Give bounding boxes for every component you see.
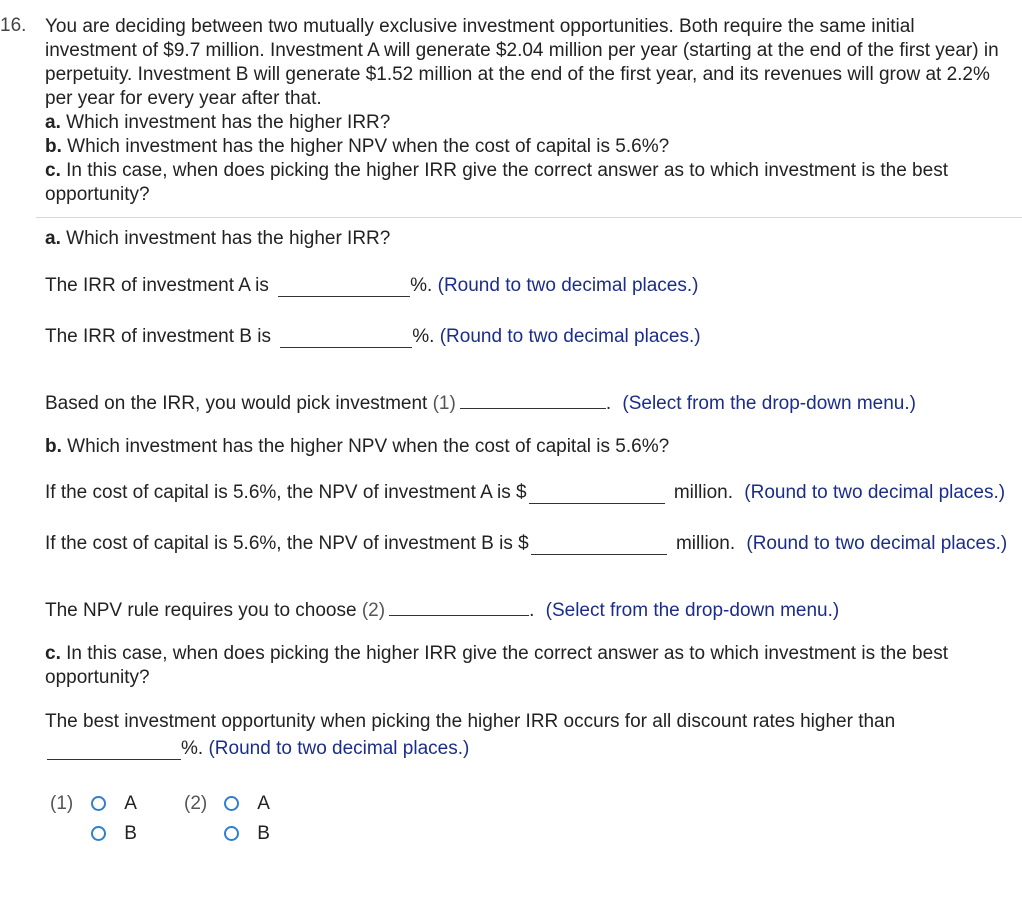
round-hint: (Round to two decimal places.) — [437, 275, 699, 296]
stem-line: investment of $9.7 million. Investment A will generate $2.04 million per year (starting at the end of the first year) in — [45, 40, 999, 61]
option-1a[interactable] — [91, 793, 137, 815]
million-suffix: million. — [675, 533, 736, 554]
percent-suffix: %. — [181, 738, 204, 759]
dropdown-hint: (Select from the drop-down menu.) — [622, 393, 916, 414]
stem-part-c — [45, 159, 1022, 183]
npv-rule-label: The NPV rule requires you to choose — [45, 600, 357, 621]
percent-suffix: %. — [410, 275, 433, 296]
npv-b-row — [45, 532, 1007, 556]
question-number: 16. — [0, 15, 27, 36]
irr-a-row — [45, 274, 698, 298]
radio-icon[interactable] — [91, 826, 106, 841]
round-hint: (Round to two decimal places.) — [208, 738, 470, 759]
part-label: b. — [45, 436, 62, 457]
part-text: Which investment has the higher IRR? — [60, 228, 391, 249]
irr-b-input[interactable] — [280, 331, 412, 348]
irr-a-input[interactable] — [278, 280, 410, 297]
option-1b[interactable] — [91, 823, 137, 845]
best-rate-row: The best investment opportunity when picking the higher IRR occurs for all discount rates higher than — [45, 711, 896, 732]
radio-icon[interactable] — [224, 796, 239, 811]
part-b-heading — [45, 435, 669, 459]
stem-line: You are deciding between two mutually exclusive investment opportunities. Both require the same initial — [45, 16, 915, 37]
npv-a-row — [45, 481, 1005, 505]
part-label: a. — [45, 112, 61, 133]
stem-line: per year for every year after that. — [45, 88, 322, 109]
part-text: In this case, when does picking the higher IRR give the correct answer as to which investment is the best — [60, 643, 948, 664]
stem-part-a — [45, 111, 1022, 135]
npv-b-label: If the cost of capital is 5.6%, the NPV of investment B is $ — [45, 533, 529, 554]
dropdown-1[interactable] — [460, 396, 606, 409]
part-text: Which investment has the higher NPV when the cost of capital is 5.6%? — [61, 436, 670, 457]
question-stem — [45, 15, 1022, 207]
part-a-heading — [45, 227, 390, 251]
dropdown-2[interactable] — [389, 603, 529, 616]
dropdown-hint: (Select from the drop-down menu.) — [545, 600, 840, 621]
pick-irr-label: Based on the IRR, you would pick investment — [45, 393, 428, 414]
part-label: c. — [45, 160, 61, 181]
part-c-heading — [45, 642, 948, 666]
round-hint: (Round to two decimal places.) — [746, 533, 1008, 554]
dropdown-number: (2) — [361, 600, 386, 621]
pick-irr-row: Based on the IRR, you would pick investment (1) . (Select from the drop-down menu.) — [45, 393, 916, 414]
million-suffix: million. — [673, 482, 733, 503]
part-text: Which investment has the higher IRR? — [60, 112, 391, 133]
part-text: Which investment has the higher NPV when the cost of capital is 5.6%? — [61, 136, 670, 157]
radio-icon[interactable] — [91, 796, 106, 811]
irr-a-label: The IRR of investment A is — [45, 275, 269, 296]
option-text: B — [124, 823, 137, 844]
option-text: A — [257, 793, 270, 814]
radio-icon[interactable] — [224, 826, 239, 841]
irr-b-row — [45, 325, 701, 349]
percent-suffix: %. — [412, 326, 435, 347]
stem-line: perpetuity. Investment B will generate $1.52 million at the end of the first year, and its revenues will grow at 2.2% — [45, 64, 990, 85]
part-text: In this case, when does picking the higher IRR give the correct answer as to which investment is the best — [60, 160, 948, 181]
option-text: B — [257, 823, 270, 844]
part-label: c. — [45, 643, 61, 664]
part-label: a. — [45, 228, 61, 249]
stem-part-c-cont: opportunity? — [45, 184, 150, 205]
dropdown-number: (1) — [432, 393, 456, 414]
round-hint: (Round to two decimal places.) — [744, 482, 1006, 503]
irr-b-label: The IRR of investment B is — [45, 326, 271, 347]
option-group-label: (1) — [50, 793, 74, 814]
part-c-heading-cont: opportunity? — [45, 667, 150, 688]
part-label: b. — [45, 136, 62, 157]
option-text: A — [124, 793, 137, 814]
best-rate-input-row — [45, 737, 469, 761]
option-2a[interactable] — [224, 793, 270, 815]
stem-part-b — [45, 135, 1022, 159]
npv-a-input[interactable] — [529, 487, 665, 504]
option-2b[interactable] — [224, 823, 270, 845]
section-divider — [36, 217, 1022, 218]
round-hint: (Round to two decimal places.) — [439, 326, 701, 347]
option-group-label: (2) — [184, 793, 208, 814]
best-rate-input[interactable] — [47, 743, 181, 760]
npv-b-input[interactable] — [531, 538, 667, 555]
npv-a-label: If the cost of capital is 5.6%, the NPV of investment A is $ — [45, 482, 527, 503]
npv-rule-row: The NPV rule requires you to choose (2) . (Select from the drop-down menu.) — [45, 600, 840, 621]
